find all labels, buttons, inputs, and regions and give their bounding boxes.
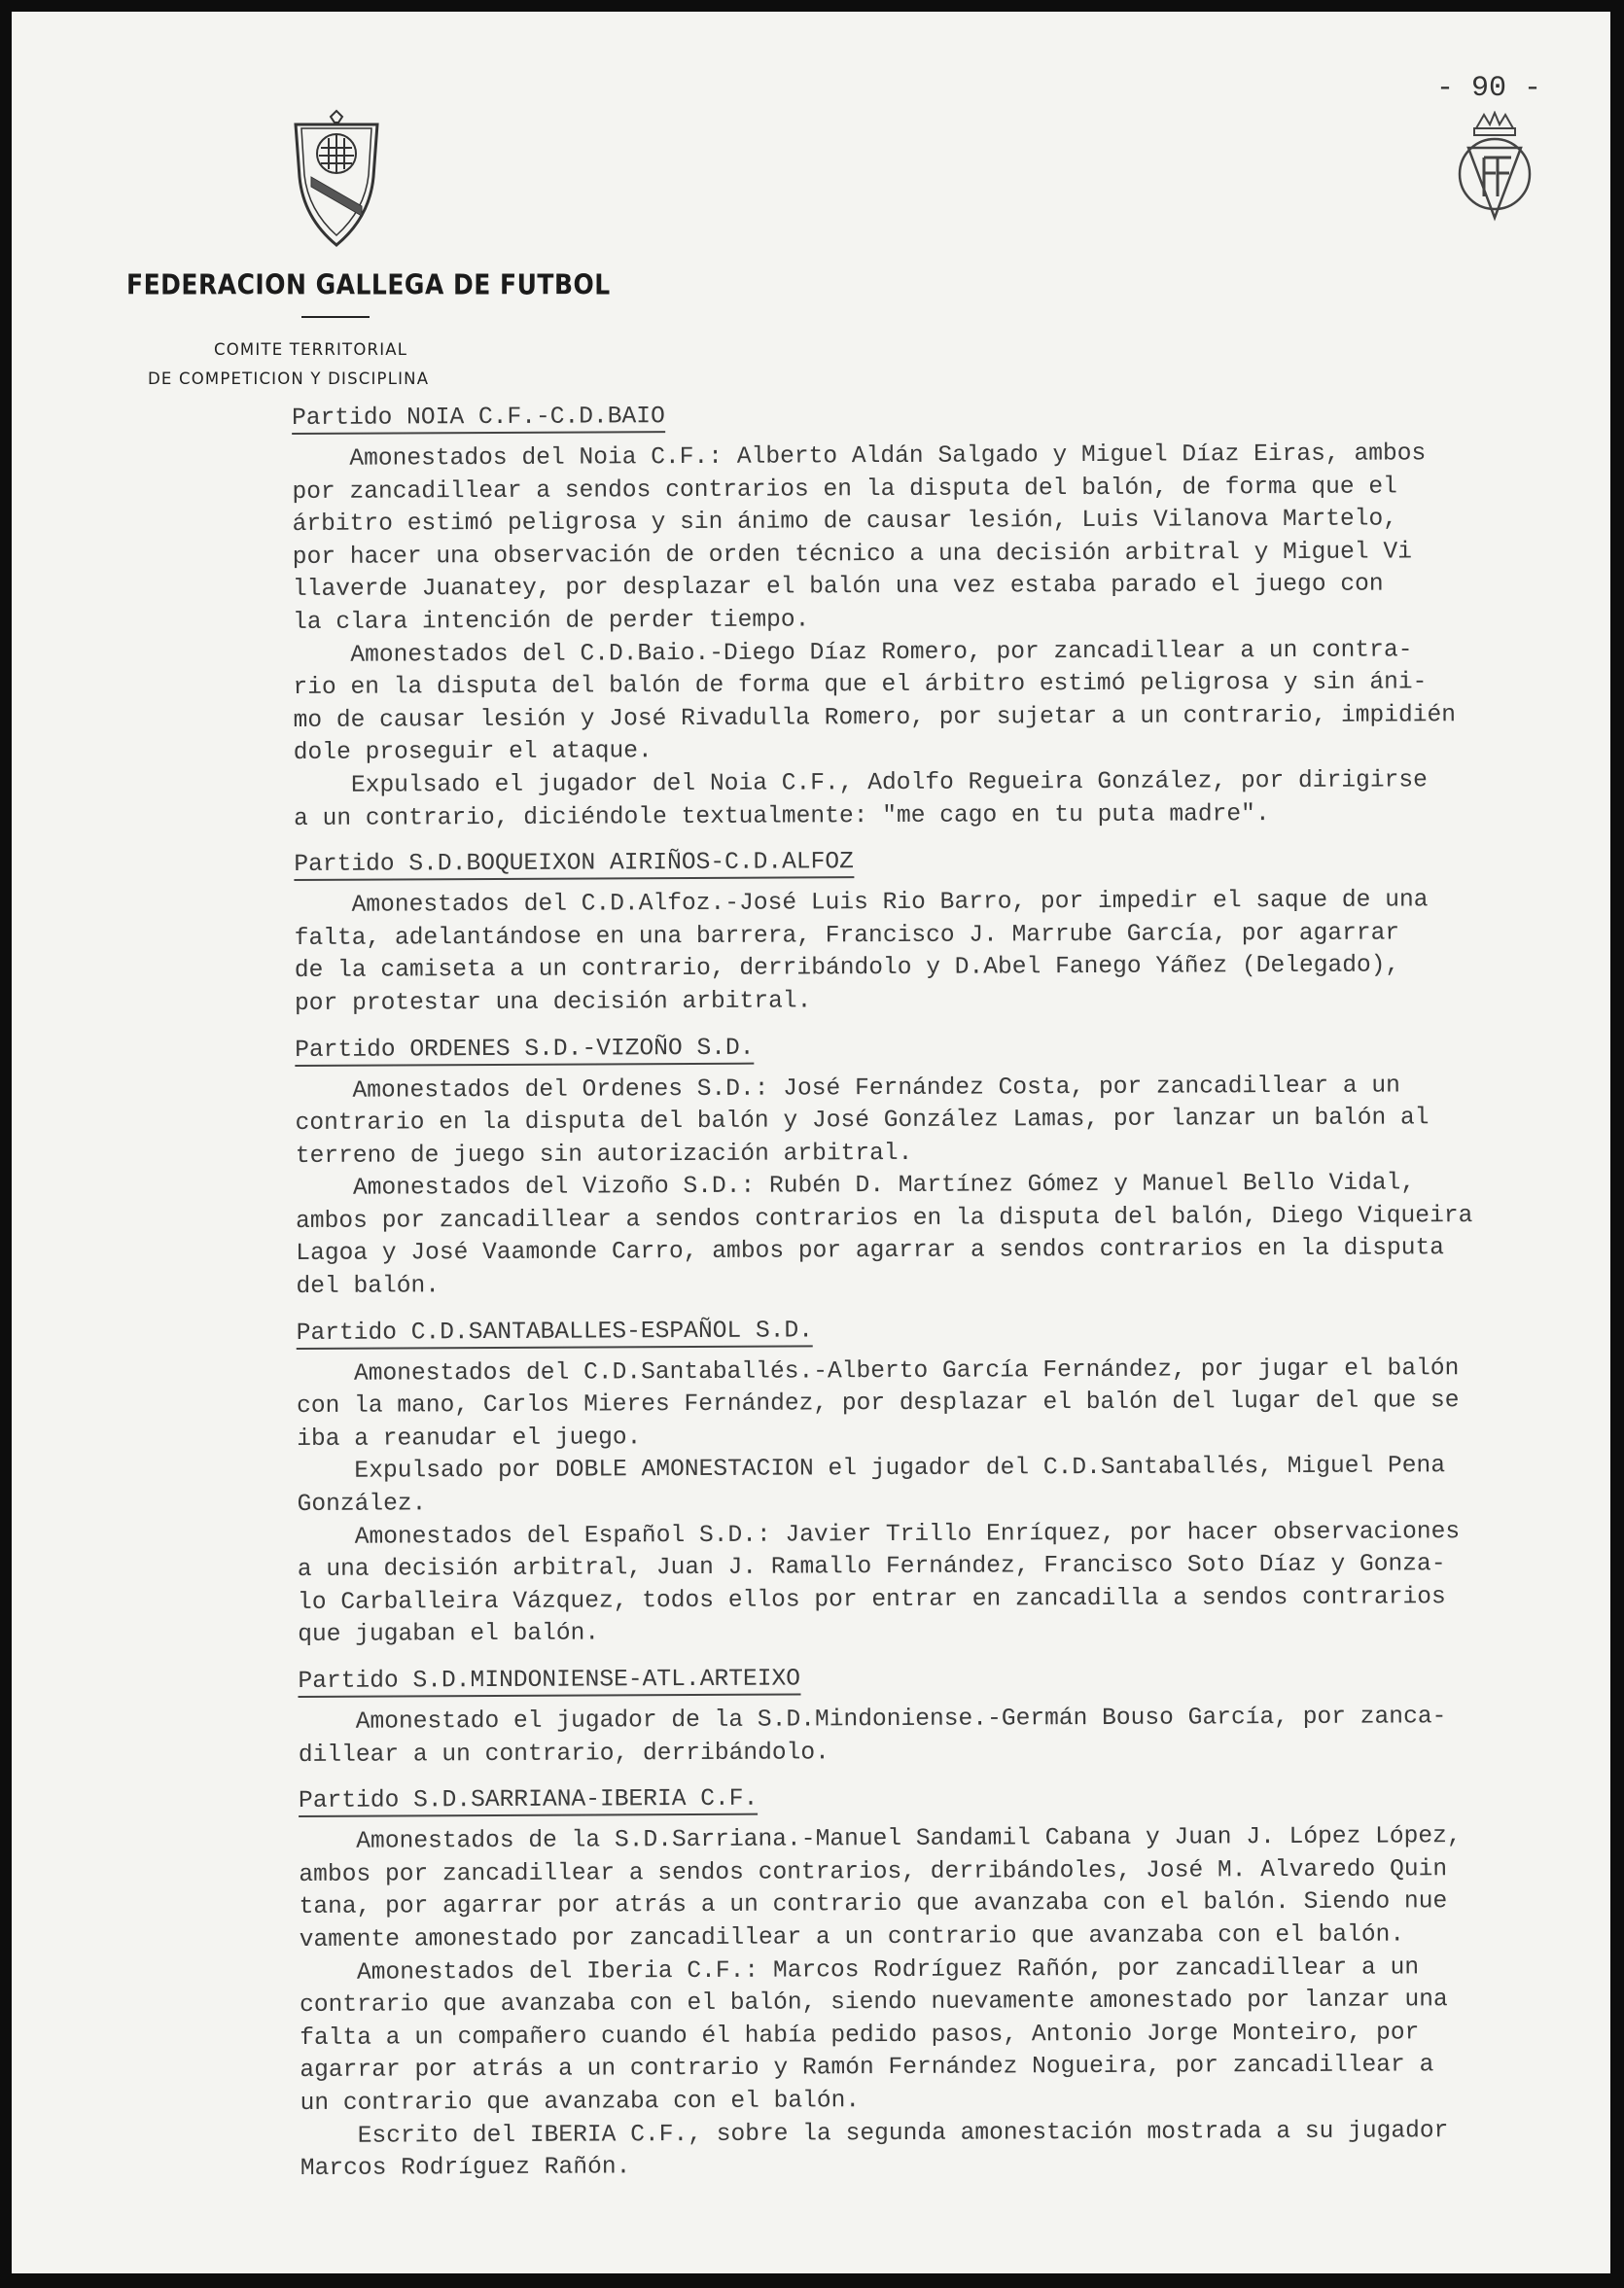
text-line: iba a reanudar el juego. — [297, 1425, 642, 1453]
match-title: Partido ORDENES S.D.-VIZOÑO S.D. — [295, 1034, 754, 1066]
text-line: por protestar una decisión arbitral. — [294, 988, 812, 1017]
text-line: la clara intención de perder tiempo. — [293, 607, 810, 636]
text-line: ambos por zancadillear a sendos contrarios, derribándoles, José M. Alvaredo Quin — [299, 1855, 1448, 1888]
text-line: de la camiseta a un contrario, derribándolo y D.Abel Fanego Yáñez (Delegado), — [294, 952, 1400, 985]
text-line: Amonestados de la S.D.Sarriana.-Manuel Sandamil Cabana y Juan J. López López, — [299, 1823, 1462, 1856]
rfef-crest-icon — [1455, 111, 1535, 226]
text-line: tana, por agarrar por atrás a un contrario que avanzaba con el balón. Siendo nue — [299, 1888, 1448, 1921]
match-title: Partido S.D.MINDONIENSE-ATL.ARTEIXO — [298, 1665, 800, 1698]
match-section — [295, 1028, 1624, 1304]
text-line: Amonestados del Español S.D.: Javier Trillo Enríquez, por hacer observaciones — [297, 1518, 1461, 1551]
match-title: Partido S.D.SARRIANA-IBERIA C.F. — [299, 1785, 758, 1817]
text-line: rio en la disputa del balón de forma que el árbitro estimó peligrosa y sin áni- — [293, 669, 1428, 702]
text-line: González. — [297, 1491, 427, 1519]
text-line: con la mano, Carlos Mieres Fernández, por desplazar el balón del lugar del que se — [296, 1388, 1460, 1421]
text-line: terreno de juego sin autorización arbitral. — [295, 1140, 913, 1170]
text-line: dole proseguir el ataque. — [293, 738, 653, 767]
match-section — [294, 842, 1624, 1020]
text-line: contrario en la disputa del balón y José González Lamas, por lanzar un balón al — [295, 1105, 1430, 1138]
text-line: Amonestados del C.D.Alfoz.-José Luis Rio Barro, por impedir el saque de una — [294, 887, 1429, 920]
page-number: - 90 - — [1436, 72, 1542, 105]
text-line: agarrar por atrás a un contrario y Ramón Fernández Nogueira, por zancadillear a — [300, 2052, 1434, 2085]
match-title: Partido NOIA C.F.-C.D.BAIO — [292, 403, 665, 435]
text-line: Amonestados del Vizoño S.D.: Rubén D. Martínez Gómez y Manuel Bello Vidal, — [295, 1170, 1416, 1203]
text-line: Expulsado el jugador del Noia C.F., Adolfo Regueira González, por dirigirse — [293, 767, 1428, 799]
text-line: por hacer una observación de orden técnico a una decisión arbitral y Miguel Vi — [292, 539, 1413, 571]
text-line: por zancadillear a sendos contrarios en la disputa del balón, de forma que el — [292, 474, 1397, 506]
text-line: falta a un compañero cuando él había pedido pasos, Antonio Jorge Monteiro, por — [300, 2020, 1420, 2052]
committee-line-2: DE COMPETICION Y DISCIPLINA — [148, 370, 430, 388]
text-line: lo Carballeira Vázquez, todos ellos por entrar en zancadilla a sendos contrarios — [297, 1584, 1446, 1616]
match-title: Partido S.D.BOQUEIXON AIRIÑOS-C.D.ALFOZ — [294, 848, 854, 881]
organization-name: FEDERACION GALLEGA DE FUTBOL — [126, 268, 611, 301]
text-line: vamente amonestado por zancadillear a un contrario que avanzaba con el balón. — [299, 1921, 1405, 1954]
text-line: Amonestado el jugador de la S.D.Mindoniense.-Germán Bouso García, por zanca- — [298, 1704, 1447, 1736]
match-section — [297, 1311, 1624, 1652]
text-line: árbitro estimó peligrosa y sin ánimo de causar lesión, Luis Vilanova Martelo, — [292, 506, 1398, 539]
text-line: dillear a un contrario, derribándolo. — [298, 1739, 830, 1769]
text-line: Amonestados del Noia C.F.: Alberto Aldán Salgado y Miguel Díaz Eiras, ambos — [292, 440, 1427, 473]
text-line: falta, adelantándose en una barrera, Francisco J. Marrube García, por agarrar — [294, 920, 1400, 952]
text-line: Amonestados del C.D.Santaballés.-Alberto García Fernández, por jugar el balón — [296, 1355, 1460, 1388]
committee-line-1: COMITE TERRITORIAL — [214, 340, 408, 359]
text-line: a un contrario, diciéndole textualmente: "me cago en tu puta madre". — [294, 800, 1270, 832]
match-title: Partido C.D.SANTABALLES-ESPAÑOL S.D. — [297, 1317, 813, 1350]
match-section — [298, 1659, 1624, 1772]
text-line: llaverde Juanatey, por desplazar el balón una vez estaba parado el juego con — [292, 571, 1384, 604]
match-section — [299, 1778, 1624, 2185]
text-line: Amonestados del C.D.Baio.-Diego Díaz Romero, por zancadillear a un contra- — [293, 636, 1413, 669]
text-line: Escrito del IBERIA C.F., sobre la segunda amonestación mostrada a su jugador — [300, 2117, 1449, 2150]
text-line: Amonestados del Ordenes S.D.: José Fernández Costa, por zancadillear a un — [295, 1072, 1400, 1105]
text-line: un contrario que avanzaba con el balón. — [300, 2088, 861, 2117]
text-line: del balón. — [296, 1273, 441, 1301]
text-line: Amonestados del Iberia C.F.: Marcos Rodríguez Rañón, por zancadillear a un — [299, 1954, 1420, 1987]
text-line: Expulsado por DOBLE AMONESTACION el jugador del C.D.Santaballés, Miguel Pena — [297, 1453, 1446, 1486]
text-line: a una decisión arbitral, Juan J. Ramallo Fernández, Francisco Soto Díaz y Gonza- — [297, 1551, 1446, 1584]
fgf-shield-icon — [292, 109, 381, 247]
match-section — [292, 396, 1624, 835]
text-line: Lagoa y José Vaamonde Carro, ambos por agarrar a sendos contrarios en la disputa — [296, 1235, 1445, 1268]
document-page — [12, 12, 1610, 2273]
text-line: ambos por zancadillear a sendos contrarios en la disputa del balón, Diego Viqueira — [296, 1202, 1473, 1235]
text-line: Marcos Rodríguez Rañón. — [300, 2154, 631, 2183]
document-body — [292, 396, 1624, 2185]
text-line: mo de causar lesión y José Rivadulla Romero, por sujetar a un contrario, impidién — [293, 701, 1457, 734]
text-line: contrario que avanzaba con el balón, siendo nuevamente amonestado por lanzar una — [299, 1987, 1448, 2020]
text-line: que jugaban el balón. — [298, 1620, 600, 1649]
header-divider — [301, 316, 370, 318]
committee-name — [148, 335, 576, 394]
